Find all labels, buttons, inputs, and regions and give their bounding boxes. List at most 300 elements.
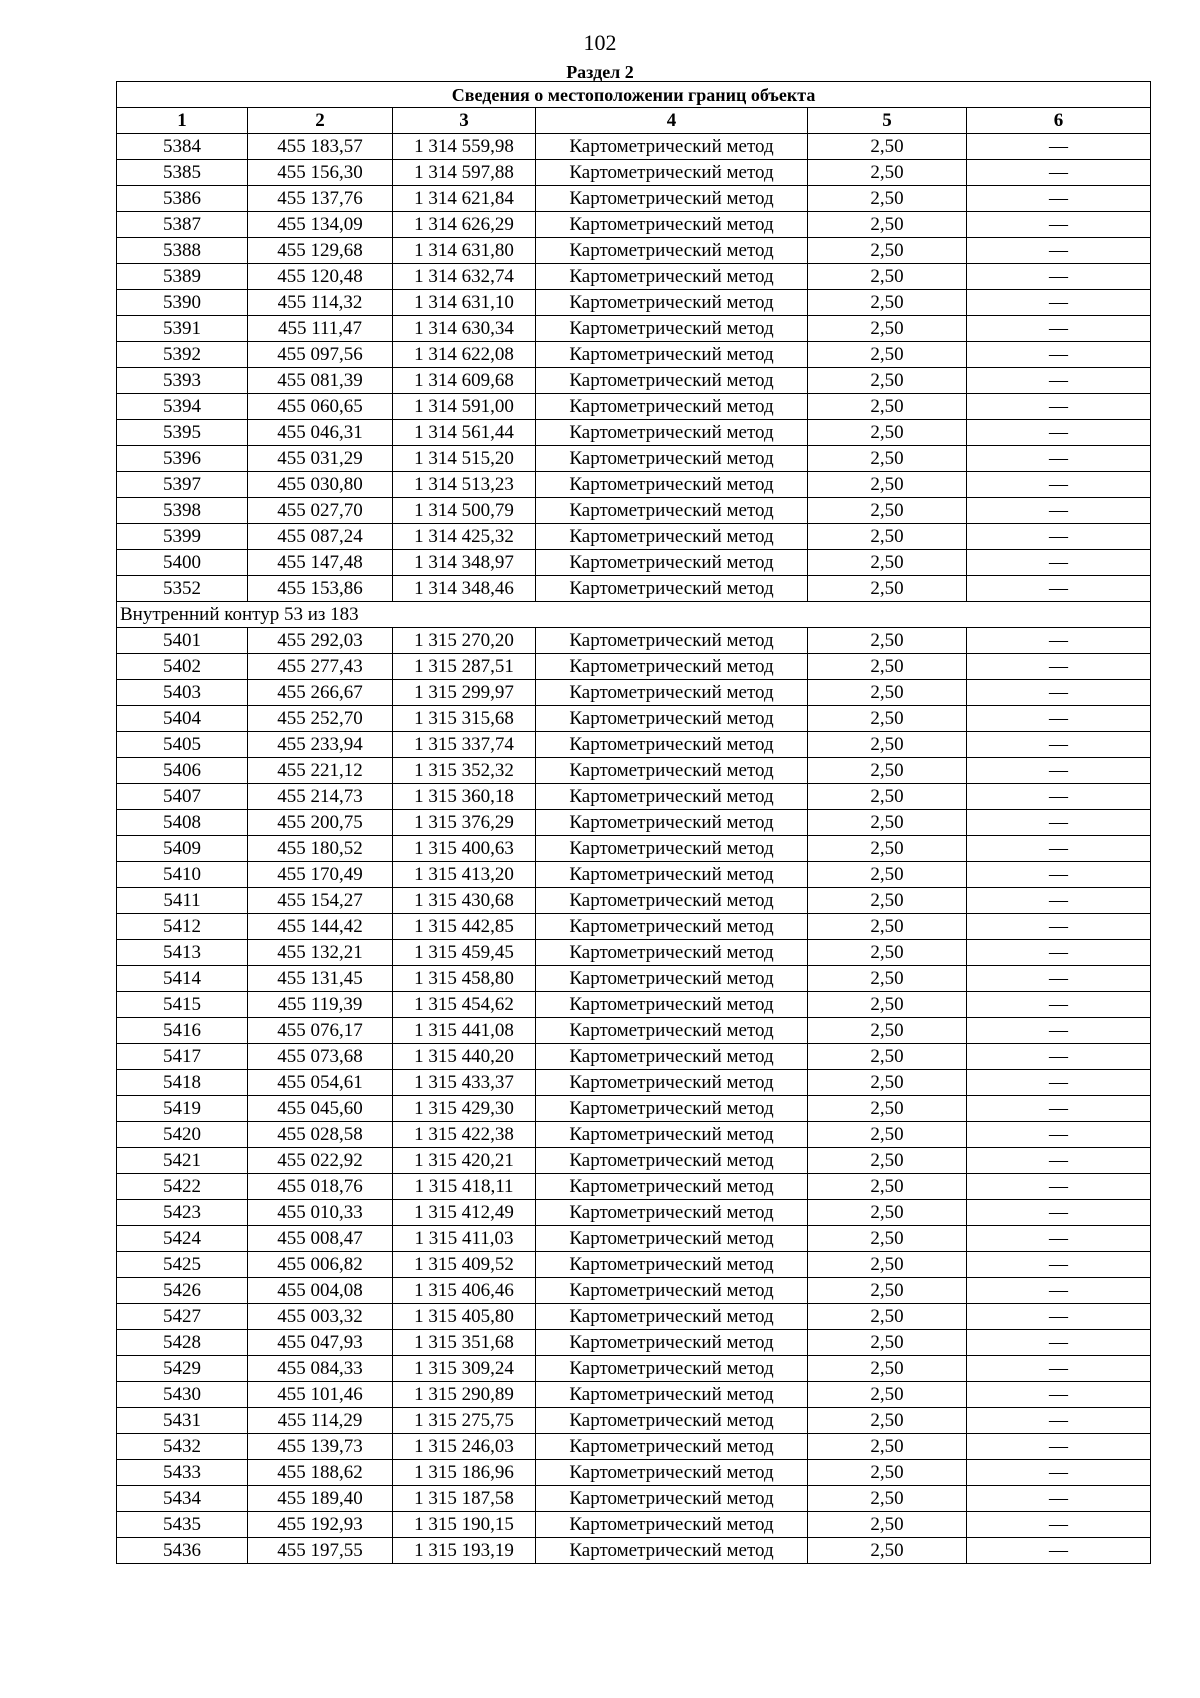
table-row bbox=[117, 1304, 1151, 1330]
description-cell: — bbox=[967, 342, 1151, 368]
table-row bbox=[117, 1200, 1151, 1226]
table-row bbox=[117, 1018, 1151, 1044]
y-coordinate-cell: 1 315 454,62 bbox=[393, 992, 536, 1018]
x-coordinate-cell: 455 180,52 bbox=[248, 836, 393, 862]
table-row bbox=[117, 394, 1151, 420]
y-coordinate-cell: 1 314 631,10 bbox=[393, 290, 536, 316]
y-coordinate-cell: 1 315 429,30 bbox=[393, 1096, 536, 1122]
y-coordinate-cell: 1 315 186,96 bbox=[393, 1460, 536, 1486]
description-cell: — bbox=[967, 992, 1151, 1018]
description-cell: — bbox=[967, 550, 1151, 576]
x-coordinate-cell: 455 003,32 bbox=[248, 1304, 393, 1330]
y-coordinate-cell: 1 314 500,79 bbox=[393, 498, 536, 524]
table-row bbox=[117, 1330, 1151, 1356]
method-cell: Картометрический метод bbox=[536, 1252, 808, 1278]
table-row bbox=[117, 1486, 1151, 1512]
point-number-cell: 5399 bbox=[117, 524, 248, 550]
y-coordinate-cell: 1 315 413,20 bbox=[393, 862, 536, 888]
description-cell: — bbox=[967, 524, 1151, 550]
method-cell: Картометрический метод bbox=[536, 1278, 808, 1304]
point-number-cell: 5418 bbox=[117, 1070, 248, 1096]
accuracy-cell: 2,50 bbox=[808, 1252, 967, 1278]
y-coordinate-cell: 1 315 411,03 bbox=[393, 1226, 536, 1252]
accuracy-cell: 2,50 bbox=[808, 836, 967, 862]
description-cell: — bbox=[967, 576, 1151, 602]
method-cell: Картометрический метод bbox=[536, 810, 808, 836]
x-coordinate-cell: 455 114,29 bbox=[248, 1408, 393, 1434]
y-coordinate-cell: 1 315 287,51 bbox=[393, 654, 536, 680]
x-coordinate-cell: 455 129,68 bbox=[248, 238, 393, 264]
method-cell: Картометрический метод bbox=[536, 862, 808, 888]
y-coordinate-cell: 1 314 597,88 bbox=[393, 160, 536, 186]
table-row bbox=[117, 992, 1151, 1018]
description-cell: — bbox=[967, 914, 1151, 940]
x-coordinate-cell: 455 087,24 bbox=[248, 524, 393, 550]
method-cell: Картометрический метод bbox=[536, 940, 808, 966]
table-row bbox=[117, 1070, 1151, 1096]
table-row bbox=[117, 472, 1151, 498]
point-number-cell: 5436 bbox=[117, 1538, 248, 1564]
method-cell: Картометрический метод bbox=[536, 628, 808, 654]
accuracy-cell: 2,50 bbox=[808, 732, 967, 758]
description-cell: — bbox=[967, 1200, 1151, 1226]
x-coordinate-cell: 455 030,80 bbox=[248, 472, 393, 498]
point-number-cell: 5393 bbox=[117, 368, 248, 394]
x-coordinate-cell: 455 008,47 bbox=[248, 1226, 393, 1252]
point-number-cell: 5397 bbox=[117, 472, 248, 498]
accuracy-cell: 2,50 bbox=[808, 1304, 967, 1330]
table-row bbox=[117, 966, 1151, 992]
method-cell: Картометрический метод bbox=[536, 576, 808, 602]
description-cell: — bbox=[967, 1304, 1151, 1330]
description-cell: — bbox=[967, 134, 1151, 160]
description-cell: — bbox=[967, 1512, 1151, 1538]
table-row bbox=[117, 914, 1151, 940]
y-coordinate-cell: 1 314 621,84 bbox=[393, 186, 536, 212]
point-number-cell: 5428 bbox=[117, 1330, 248, 1356]
x-coordinate-cell: 455 081,39 bbox=[248, 368, 393, 394]
method-cell: Картометрический метод bbox=[536, 238, 808, 264]
y-coordinate-cell: 1 315 309,24 bbox=[393, 1356, 536, 1382]
table-row bbox=[117, 1044, 1151, 1070]
description-cell: — bbox=[967, 1044, 1151, 1070]
table-row bbox=[117, 1356, 1151, 1382]
method-cell: Картометрический метод bbox=[536, 524, 808, 550]
accuracy-cell: 2,50 bbox=[808, 1226, 967, 1252]
y-coordinate-cell: 1 315 412,49 bbox=[393, 1200, 536, 1226]
accuracy-cell: 2,50 bbox=[808, 914, 967, 940]
y-coordinate-cell: 1 315 405,80 bbox=[393, 1304, 536, 1330]
x-coordinate-cell: 455 144,42 bbox=[248, 914, 393, 940]
description-cell: — bbox=[967, 1460, 1151, 1486]
point-number-cell: 5389 bbox=[117, 264, 248, 290]
y-coordinate-cell: 1 315 418,11 bbox=[393, 1174, 536, 1200]
column-number: 5 bbox=[808, 108, 967, 134]
method-cell: Картометрический метод bbox=[536, 316, 808, 342]
method-cell: Картометрический метод bbox=[536, 784, 808, 810]
point-number-cell: 5433 bbox=[117, 1460, 248, 1486]
method-cell: Картометрический метод bbox=[536, 472, 808, 498]
point-number-cell: 5427 bbox=[117, 1304, 248, 1330]
x-coordinate-cell: 455 147,48 bbox=[248, 550, 393, 576]
x-coordinate-cell: 455 189,40 bbox=[248, 1486, 393, 1512]
accuracy-cell: 2,50 bbox=[808, 966, 967, 992]
table-row bbox=[117, 550, 1151, 576]
point-number-cell: 5434 bbox=[117, 1486, 248, 1512]
description-cell: — bbox=[967, 472, 1151, 498]
method-cell: Картометрический метод bbox=[536, 368, 808, 394]
accuracy-cell: 2,50 bbox=[808, 810, 967, 836]
x-coordinate-cell: 455 027,70 bbox=[248, 498, 393, 524]
point-number-cell: 5426 bbox=[117, 1278, 248, 1304]
x-coordinate-cell: 455 054,61 bbox=[248, 1070, 393, 1096]
column-number: 3 bbox=[393, 108, 536, 134]
point-number-cell: 5394 bbox=[117, 394, 248, 420]
method-cell: Картометрический метод bbox=[536, 550, 808, 576]
point-number-cell: 5432 bbox=[117, 1434, 248, 1460]
table-row bbox=[117, 1512, 1151, 1538]
section-title: Раздел 2 bbox=[566, 62, 634, 82]
accuracy-cell: 2,50 bbox=[808, 1070, 967, 1096]
x-coordinate-cell: 455 277,43 bbox=[248, 654, 393, 680]
x-coordinate-cell: 455 266,67 bbox=[248, 680, 393, 706]
table-row bbox=[117, 810, 1151, 836]
x-coordinate-cell: 455 170,49 bbox=[248, 862, 393, 888]
accuracy-cell: 2,50 bbox=[808, 680, 967, 706]
method-cell: Картометрический метод bbox=[536, 394, 808, 420]
x-coordinate-cell: 455 200,75 bbox=[248, 810, 393, 836]
method-cell: Картометрический метод bbox=[536, 654, 808, 680]
y-coordinate-cell: 1 315 315,68 bbox=[393, 706, 536, 732]
accuracy-cell: 2,50 bbox=[808, 992, 967, 1018]
y-coordinate-cell: 1 315 376,29 bbox=[393, 810, 536, 836]
y-coordinate-cell: 1 315 409,52 bbox=[393, 1252, 536, 1278]
accuracy-cell: 2,50 bbox=[808, 1486, 967, 1512]
x-coordinate-cell: 455 018,76 bbox=[248, 1174, 393, 1200]
y-coordinate-cell: 1 315 246,03 bbox=[393, 1434, 536, 1460]
method-cell: Картометрический метод bbox=[536, 1044, 808, 1070]
table-row bbox=[117, 628, 1151, 654]
accuracy-cell: 2,50 bbox=[808, 186, 967, 212]
description-cell: — bbox=[967, 1070, 1151, 1096]
description-cell: — bbox=[967, 186, 1151, 212]
y-coordinate-cell: 1 315 400,63 bbox=[393, 836, 536, 862]
accuracy-cell: 2,50 bbox=[808, 888, 967, 914]
accuracy-cell: 2,50 bbox=[808, 1460, 967, 1486]
method-cell: Картометрический метод bbox=[536, 290, 808, 316]
y-coordinate-cell: 1 315 441,08 bbox=[393, 1018, 536, 1044]
accuracy-cell: 2,50 bbox=[808, 420, 967, 446]
y-coordinate-cell: 1 314 632,74 bbox=[393, 264, 536, 290]
x-coordinate-cell: 455 153,86 bbox=[248, 576, 393, 602]
description-cell: — bbox=[967, 290, 1151, 316]
accuracy-cell: 2,50 bbox=[808, 446, 967, 472]
y-coordinate-cell: 1 314 631,80 bbox=[393, 238, 536, 264]
table-row bbox=[117, 706, 1151, 732]
table-row bbox=[117, 186, 1151, 212]
accuracy-cell: 2,50 bbox=[808, 706, 967, 732]
y-coordinate-cell: 1 314 515,20 bbox=[393, 446, 536, 472]
point-number-cell: 5419 bbox=[117, 1096, 248, 1122]
x-coordinate-cell: 455 137,76 bbox=[248, 186, 393, 212]
y-coordinate-cell: 1 314 425,32 bbox=[393, 524, 536, 550]
description-cell: — bbox=[967, 1486, 1151, 1512]
accuracy-cell: 2,50 bbox=[808, 1330, 967, 1356]
description-cell: — bbox=[967, 732, 1151, 758]
description-cell: — bbox=[967, 1356, 1151, 1382]
table-row bbox=[117, 446, 1151, 472]
y-coordinate-cell: 1 315 420,21 bbox=[393, 1148, 536, 1174]
x-coordinate-cell: 455 214,73 bbox=[248, 784, 393, 810]
point-number-cell: 5392 bbox=[117, 342, 248, 368]
y-coordinate-cell: 1 315 440,20 bbox=[393, 1044, 536, 1070]
accuracy-cell: 2,50 bbox=[808, 1044, 967, 1070]
table-row bbox=[117, 940, 1151, 966]
method-cell: Картометрический метод bbox=[536, 212, 808, 238]
description-cell: — bbox=[967, 862, 1151, 888]
accuracy-cell: 2,50 bbox=[808, 290, 967, 316]
accuracy-cell: 2,50 bbox=[808, 550, 967, 576]
accuracy-cell: 2,50 bbox=[808, 576, 967, 602]
x-coordinate-cell: 455 006,82 bbox=[248, 1252, 393, 1278]
point-number-cell: 5407 bbox=[117, 784, 248, 810]
table-row bbox=[117, 576, 1151, 602]
method-cell: Картометрический метод bbox=[536, 1356, 808, 1382]
accuracy-cell: 2,50 bbox=[808, 498, 967, 524]
method-cell: Картометрический метод bbox=[536, 758, 808, 784]
y-coordinate-cell: 1 314 630,34 bbox=[393, 316, 536, 342]
method-cell: Картометрический метод bbox=[536, 1382, 808, 1408]
contour-heading: Внутренний контур 53 из 183 bbox=[117, 602, 1151, 628]
x-coordinate-cell: 455 156,30 bbox=[248, 160, 393, 186]
x-coordinate-cell: 455 233,94 bbox=[248, 732, 393, 758]
description-cell: — bbox=[967, 1226, 1151, 1252]
x-coordinate-cell: 455 114,32 bbox=[248, 290, 393, 316]
x-coordinate-cell: 455 131,45 bbox=[248, 966, 393, 992]
table-row bbox=[117, 1174, 1151, 1200]
point-number-cell: 5384 bbox=[117, 134, 248, 160]
point-number-cell: 5391 bbox=[117, 316, 248, 342]
method-cell: Картометрический метод bbox=[536, 1226, 808, 1252]
accuracy-cell: 2,50 bbox=[808, 784, 967, 810]
table-row bbox=[117, 498, 1151, 524]
table-row bbox=[117, 758, 1151, 784]
description-cell: — bbox=[967, 1018, 1151, 1044]
description-cell: — bbox=[967, 1278, 1151, 1304]
y-coordinate-cell: 1 314 609,68 bbox=[393, 368, 536, 394]
point-number-cell: 5404 bbox=[117, 706, 248, 732]
x-coordinate-cell: 455 004,08 bbox=[248, 1278, 393, 1304]
table-row bbox=[117, 680, 1151, 706]
page-number: 102 bbox=[583, 30, 617, 55]
table-row bbox=[117, 1434, 1151, 1460]
description-cell: — bbox=[967, 160, 1151, 186]
point-number-cell: 5425 bbox=[117, 1252, 248, 1278]
table-row bbox=[117, 1226, 1151, 1252]
description-cell: — bbox=[967, 1408, 1151, 1434]
description-cell: — bbox=[967, 836, 1151, 862]
table-row bbox=[117, 524, 1151, 550]
accuracy-cell: 2,50 bbox=[808, 1096, 967, 1122]
x-coordinate-cell: 455 188,62 bbox=[248, 1460, 393, 1486]
accuracy-cell: 2,50 bbox=[808, 134, 967, 160]
method-cell: Картометрический метод bbox=[536, 1148, 808, 1174]
x-coordinate-cell: 455 221,12 bbox=[248, 758, 393, 784]
x-coordinate-cell: 455 120,48 bbox=[248, 264, 393, 290]
table-row bbox=[117, 264, 1151, 290]
method-cell: Картометрический метод bbox=[536, 914, 808, 940]
x-coordinate-cell: 455 022,92 bbox=[248, 1148, 393, 1174]
description-cell: — bbox=[967, 1174, 1151, 1200]
x-coordinate-cell: 455 028,58 bbox=[248, 1122, 393, 1148]
method-cell: Картометрический метод bbox=[536, 1408, 808, 1434]
accuracy-cell: 2,50 bbox=[808, 238, 967, 264]
table-row bbox=[117, 212, 1151, 238]
accuracy-cell: 2,50 bbox=[808, 264, 967, 290]
y-coordinate-cell: 1 315 299,97 bbox=[393, 680, 536, 706]
x-coordinate-cell: 455 292,03 bbox=[248, 628, 393, 654]
method-cell: Картометрический метод bbox=[536, 264, 808, 290]
point-number-cell: 5406 bbox=[117, 758, 248, 784]
x-coordinate-cell: 455 119,39 bbox=[248, 992, 393, 1018]
table-row bbox=[117, 290, 1151, 316]
accuracy-cell: 2,50 bbox=[808, 1018, 967, 1044]
method-cell: Картометрический метод bbox=[536, 1018, 808, 1044]
point-number-cell: 5396 bbox=[117, 446, 248, 472]
table-row bbox=[117, 1122, 1151, 1148]
accuracy-cell: 2,50 bbox=[808, 940, 967, 966]
x-coordinate-cell: 455 197,55 bbox=[248, 1538, 393, 1564]
y-coordinate-cell: 1 315 360,18 bbox=[393, 784, 536, 810]
x-coordinate-cell: 455 084,33 bbox=[248, 1356, 393, 1382]
description-cell: — bbox=[967, 810, 1151, 836]
method-cell: Картометрический метод bbox=[536, 680, 808, 706]
point-number-cell: 5421 bbox=[117, 1148, 248, 1174]
y-coordinate-cell: 1 315 459,45 bbox=[393, 940, 536, 966]
x-coordinate-cell: 455 101,46 bbox=[248, 1382, 393, 1408]
table-row bbox=[117, 654, 1151, 680]
table-row bbox=[117, 1278, 1151, 1304]
description-cell: — bbox=[967, 420, 1151, 446]
description-cell: — bbox=[967, 706, 1151, 732]
method-cell: Картометрический метод bbox=[536, 1512, 808, 1538]
method-cell: Картометрический метод bbox=[536, 446, 808, 472]
point-number-cell: 5412 bbox=[117, 914, 248, 940]
point-number-cell: 5388 bbox=[117, 238, 248, 264]
accuracy-cell: 2,50 bbox=[808, 524, 967, 550]
y-coordinate-cell: 1 315 442,85 bbox=[393, 914, 536, 940]
description-cell: — bbox=[967, 1538, 1151, 1564]
table-row bbox=[117, 134, 1151, 160]
column-number-row bbox=[117, 108, 1151, 134]
description-cell: — bbox=[967, 1096, 1151, 1122]
method-cell: Картометрический метод bbox=[536, 1434, 808, 1460]
point-number-cell: 5403 bbox=[117, 680, 248, 706]
y-coordinate-cell: 1 315 337,74 bbox=[393, 732, 536, 758]
description-cell: — bbox=[967, 888, 1151, 914]
accuracy-cell: 2,50 bbox=[808, 316, 967, 342]
x-coordinate-cell: 455 031,29 bbox=[248, 446, 393, 472]
description-cell: — bbox=[967, 1434, 1151, 1460]
table-row bbox=[117, 1538, 1151, 1564]
column-number: 6 bbox=[967, 108, 1151, 134]
table-row bbox=[117, 316, 1151, 342]
x-coordinate-cell: 455 252,70 bbox=[248, 706, 393, 732]
x-coordinate-cell: 455 046,31 bbox=[248, 420, 393, 446]
point-number-cell: 5390 bbox=[117, 290, 248, 316]
x-coordinate-cell: 455 060,65 bbox=[248, 394, 393, 420]
y-coordinate-cell: 1 314 348,97 bbox=[393, 550, 536, 576]
point-number-cell: 5410 bbox=[117, 862, 248, 888]
description-cell: — bbox=[967, 498, 1151, 524]
table-row bbox=[117, 732, 1151, 758]
accuracy-cell: 2,50 bbox=[808, 628, 967, 654]
description-cell: — bbox=[967, 212, 1151, 238]
method-cell: Картометрический метод bbox=[536, 1486, 808, 1512]
description-cell: — bbox=[967, 1148, 1151, 1174]
table-row bbox=[117, 1408, 1151, 1434]
accuracy-cell: 2,50 bbox=[808, 368, 967, 394]
y-coordinate-cell: 1 314 626,29 bbox=[393, 212, 536, 238]
table-row bbox=[117, 238, 1151, 264]
table-caption-row bbox=[117, 82, 1151, 108]
y-coordinate-cell: 1 315 433,37 bbox=[393, 1070, 536, 1096]
method-cell: Картометрический метод bbox=[536, 1096, 808, 1122]
description-cell: — bbox=[967, 368, 1151, 394]
method-cell: Картометрический метод bbox=[536, 1538, 808, 1564]
y-coordinate-cell: 1 315 458,80 bbox=[393, 966, 536, 992]
column-number: 4 bbox=[536, 108, 808, 134]
method-cell: Картометрический метод bbox=[536, 342, 808, 368]
accuracy-cell: 2,50 bbox=[808, 1538, 967, 1564]
y-coordinate-cell: 1 315 193,19 bbox=[393, 1538, 536, 1564]
method-cell: Картометрический метод bbox=[536, 498, 808, 524]
method-cell: Картометрический метод bbox=[536, 836, 808, 862]
y-coordinate-cell: 1 314 561,44 bbox=[393, 420, 536, 446]
point-number-cell: 5430 bbox=[117, 1382, 248, 1408]
method-cell: Картометрический метод bbox=[536, 706, 808, 732]
point-number-cell: 5401 bbox=[117, 628, 248, 654]
point-number-cell: 5424 bbox=[117, 1226, 248, 1252]
method-cell: Картометрический метод bbox=[536, 992, 808, 1018]
table-row bbox=[117, 784, 1151, 810]
y-coordinate-cell: 1 314 591,00 bbox=[393, 394, 536, 420]
column-number: 2 bbox=[248, 108, 393, 134]
point-number-cell: 5417 bbox=[117, 1044, 248, 1070]
x-coordinate-cell: 455 111,47 bbox=[248, 316, 393, 342]
x-coordinate-cell: 455 097,56 bbox=[248, 342, 393, 368]
point-number-cell: 5423 bbox=[117, 1200, 248, 1226]
table-row bbox=[117, 1460, 1151, 1486]
method-cell: Картометрический метод bbox=[536, 966, 808, 992]
x-coordinate-cell: 455 073,68 bbox=[248, 1044, 393, 1070]
table-row bbox=[117, 342, 1151, 368]
method-cell: Картометрический метод bbox=[536, 1460, 808, 1486]
method-cell: Картометрический метод bbox=[536, 186, 808, 212]
method-cell: Картометрический метод bbox=[536, 1122, 808, 1148]
x-coordinate-cell: 455 134,09 bbox=[248, 212, 393, 238]
y-coordinate-cell: 1 314 513,23 bbox=[393, 472, 536, 498]
method-cell: Картометрический метод bbox=[536, 160, 808, 186]
table-row bbox=[117, 420, 1151, 446]
accuracy-cell: 2,50 bbox=[808, 394, 967, 420]
accuracy-cell: 2,50 bbox=[808, 1408, 967, 1434]
accuracy-cell: 2,50 bbox=[808, 1122, 967, 1148]
method-cell: Картометрический метод bbox=[536, 1174, 808, 1200]
point-number-cell: 5400 bbox=[117, 550, 248, 576]
point-number-cell: 5398 bbox=[117, 498, 248, 524]
method-cell: Картометрический метод bbox=[536, 420, 808, 446]
